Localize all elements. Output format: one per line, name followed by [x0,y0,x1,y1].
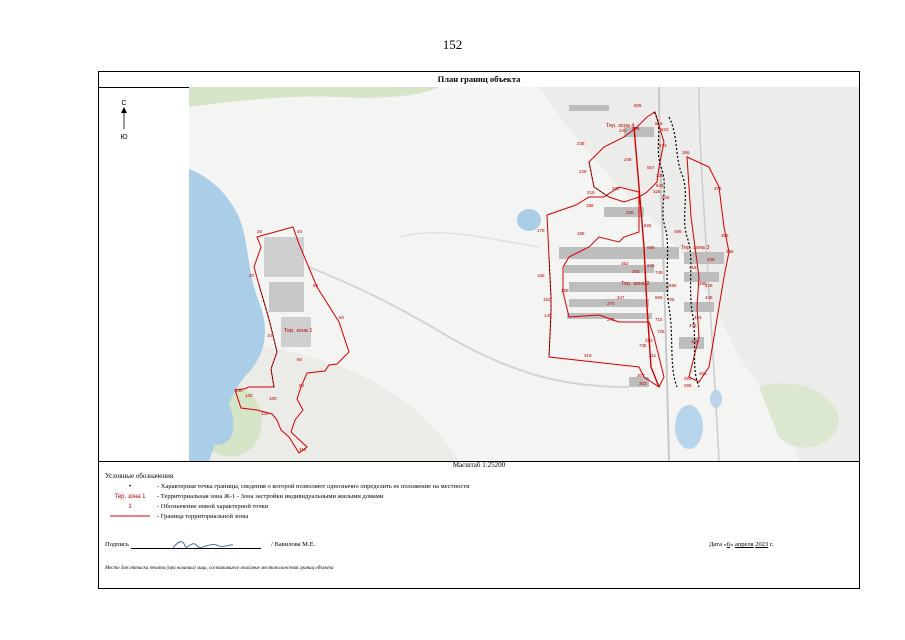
svg-text:Ю: Ю [120,134,128,141]
point-label: 140 [235,388,243,393]
point-label: 715 [655,317,663,322]
zone-symbol: Тер. зона 1 [114,494,146,500]
date: Дата «6» апреля 2023 г. [709,541,774,548]
point-label: 238 [577,141,585,146]
point-label: 456 [699,371,707,376]
date-month: апреля [734,541,754,548]
point-label: 426 [705,283,713,288]
point-label: 90 [299,383,305,388]
svg-text:С: С [121,100,127,107]
new-point-symbol: 1 [128,504,132,510]
point-label: 258 [632,269,640,274]
point-label: 496 [674,229,682,234]
date-year: 2023 [755,541,769,548]
point-label: 311 [649,353,657,358]
legend-title: Условные обозначения [105,472,174,480]
point-label: 476 [689,323,697,328]
scale-label: Масштаб 1:25200 [452,461,506,469]
point-label: 283 [645,338,653,343]
point-label: 292 [684,376,692,381]
page-number: 152 [442,37,463,52]
zone-label: Тер. зона 4 [606,123,635,129]
point-label: 625 [644,223,652,228]
point-label: 248 [624,157,632,162]
point-label: 546 [656,183,664,188]
point-label: 178 [537,228,545,233]
point-label: 486 [699,281,707,286]
map-area[interactable] [99,87,859,462]
map-title: План границ объекта [99,72,859,88]
point-label: 326 [653,189,661,194]
point-label: 406 [707,257,715,262]
point-label: 605 [634,103,642,108]
point-label: 158 [561,288,569,293]
zone-label: Тер. зона 1 [284,328,313,334]
point-label: 573 [659,143,667,148]
point-label: 319 [584,353,592,358]
point-label: 80 [297,357,303,362]
point-label: 188 [586,203,594,208]
point-label: 665 [655,295,663,300]
point-label: 162 [543,297,551,302]
point-label: 276 [607,317,615,322]
point-label: 40 [297,229,303,234]
zone-label: Тер. зона 2 [621,281,650,287]
legend-text: - Территориальная зона Ж-1 - Зона застройки индивидуальными жилыми домами [157,493,384,500]
point-label: 705 [667,297,675,302]
point-label: 303 [639,381,647,386]
boundary-line-symbol [105,512,155,522]
zone-label: Тер. зона 3 [681,245,710,251]
point-label: 270 [607,301,615,306]
point-label: 130 [245,393,253,398]
point-label: 120 [261,411,269,416]
map-frame [98,71,860,589]
point-label: 333 [612,186,620,191]
point-label: 735 [639,343,647,348]
point-label: 149 [544,313,552,318]
date-suffix: г. [769,541,774,548]
point-label: 695 [669,283,677,288]
point-label: 245 [647,263,655,268]
date-label: Дата [709,541,722,548]
signer-name: / Вавилова М.Е. [271,541,316,548]
point-label: 725 [657,329,665,334]
point-label: 596 [632,126,640,131]
point-label: 386 [721,233,729,238]
signature-label: Подпись [105,541,129,548]
compass [120,100,127,141]
point-label: 466 [691,339,699,344]
point-label: 336 [656,173,664,178]
point-label: 745 [655,270,663,275]
point-label: 307 [637,373,645,378]
point-label: 347 [617,295,625,300]
point-label: 416 [689,265,697,270]
point-label: 615 [655,121,663,126]
seal-note: Место для оттиска печати (при наличии) лица, составившего описание местоположения границ объекта [105,566,334,571]
point-label: 326 [626,210,634,215]
legend-text: - Граница территориальной зоны [157,513,249,520]
point-label: 242 [619,128,627,133]
point-label: 50 [313,283,319,288]
point-label: 30 [257,229,263,234]
signature-line [131,548,261,549]
point-label: 685 [647,245,655,250]
legend [105,472,470,520]
point-label: 110 [299,447,307,452]
point-label: 536 [662,195,670,200]
legend-text: - Обозначение новой характерной точки [157,503,269,510]
legend-text: - Характерная точка границы, сведения о которой позволяют однозначно определить ее положение на местности [157,483,470,490]
point-label: 376 [714,186,722,191]
point-label: 396 [726,249,734,254]
point-label: 446 [694,315,702,320]
point-label: 296 [684,383,692,388]
lake [675,405,703,449]
point-label: 60 [339,315,345,320]
point-label: 20 [249,273,255,278]
date-day: 6 [726,541,731,548]
point-label: 100 [269,396,277,401]
point-label: 10 [267,333,273,338]
point-label: 436 [705,295,713,300]
point-label: 352 [621,261,629,266]
point-label: 622 [661,127,669,132]
point-symbol: • [128,484,132,490]
point-label: 168 [537,273,545,278]
map-canvas [99,87,859,461]
point-label: 198 [577,231,585,236]
point-label: 228 [579,169,587,174]
point-label: 557 [647,165,655,170]
point-label: 218 [587,190,595,195]
point-label: 366 [682,150,690,155]
